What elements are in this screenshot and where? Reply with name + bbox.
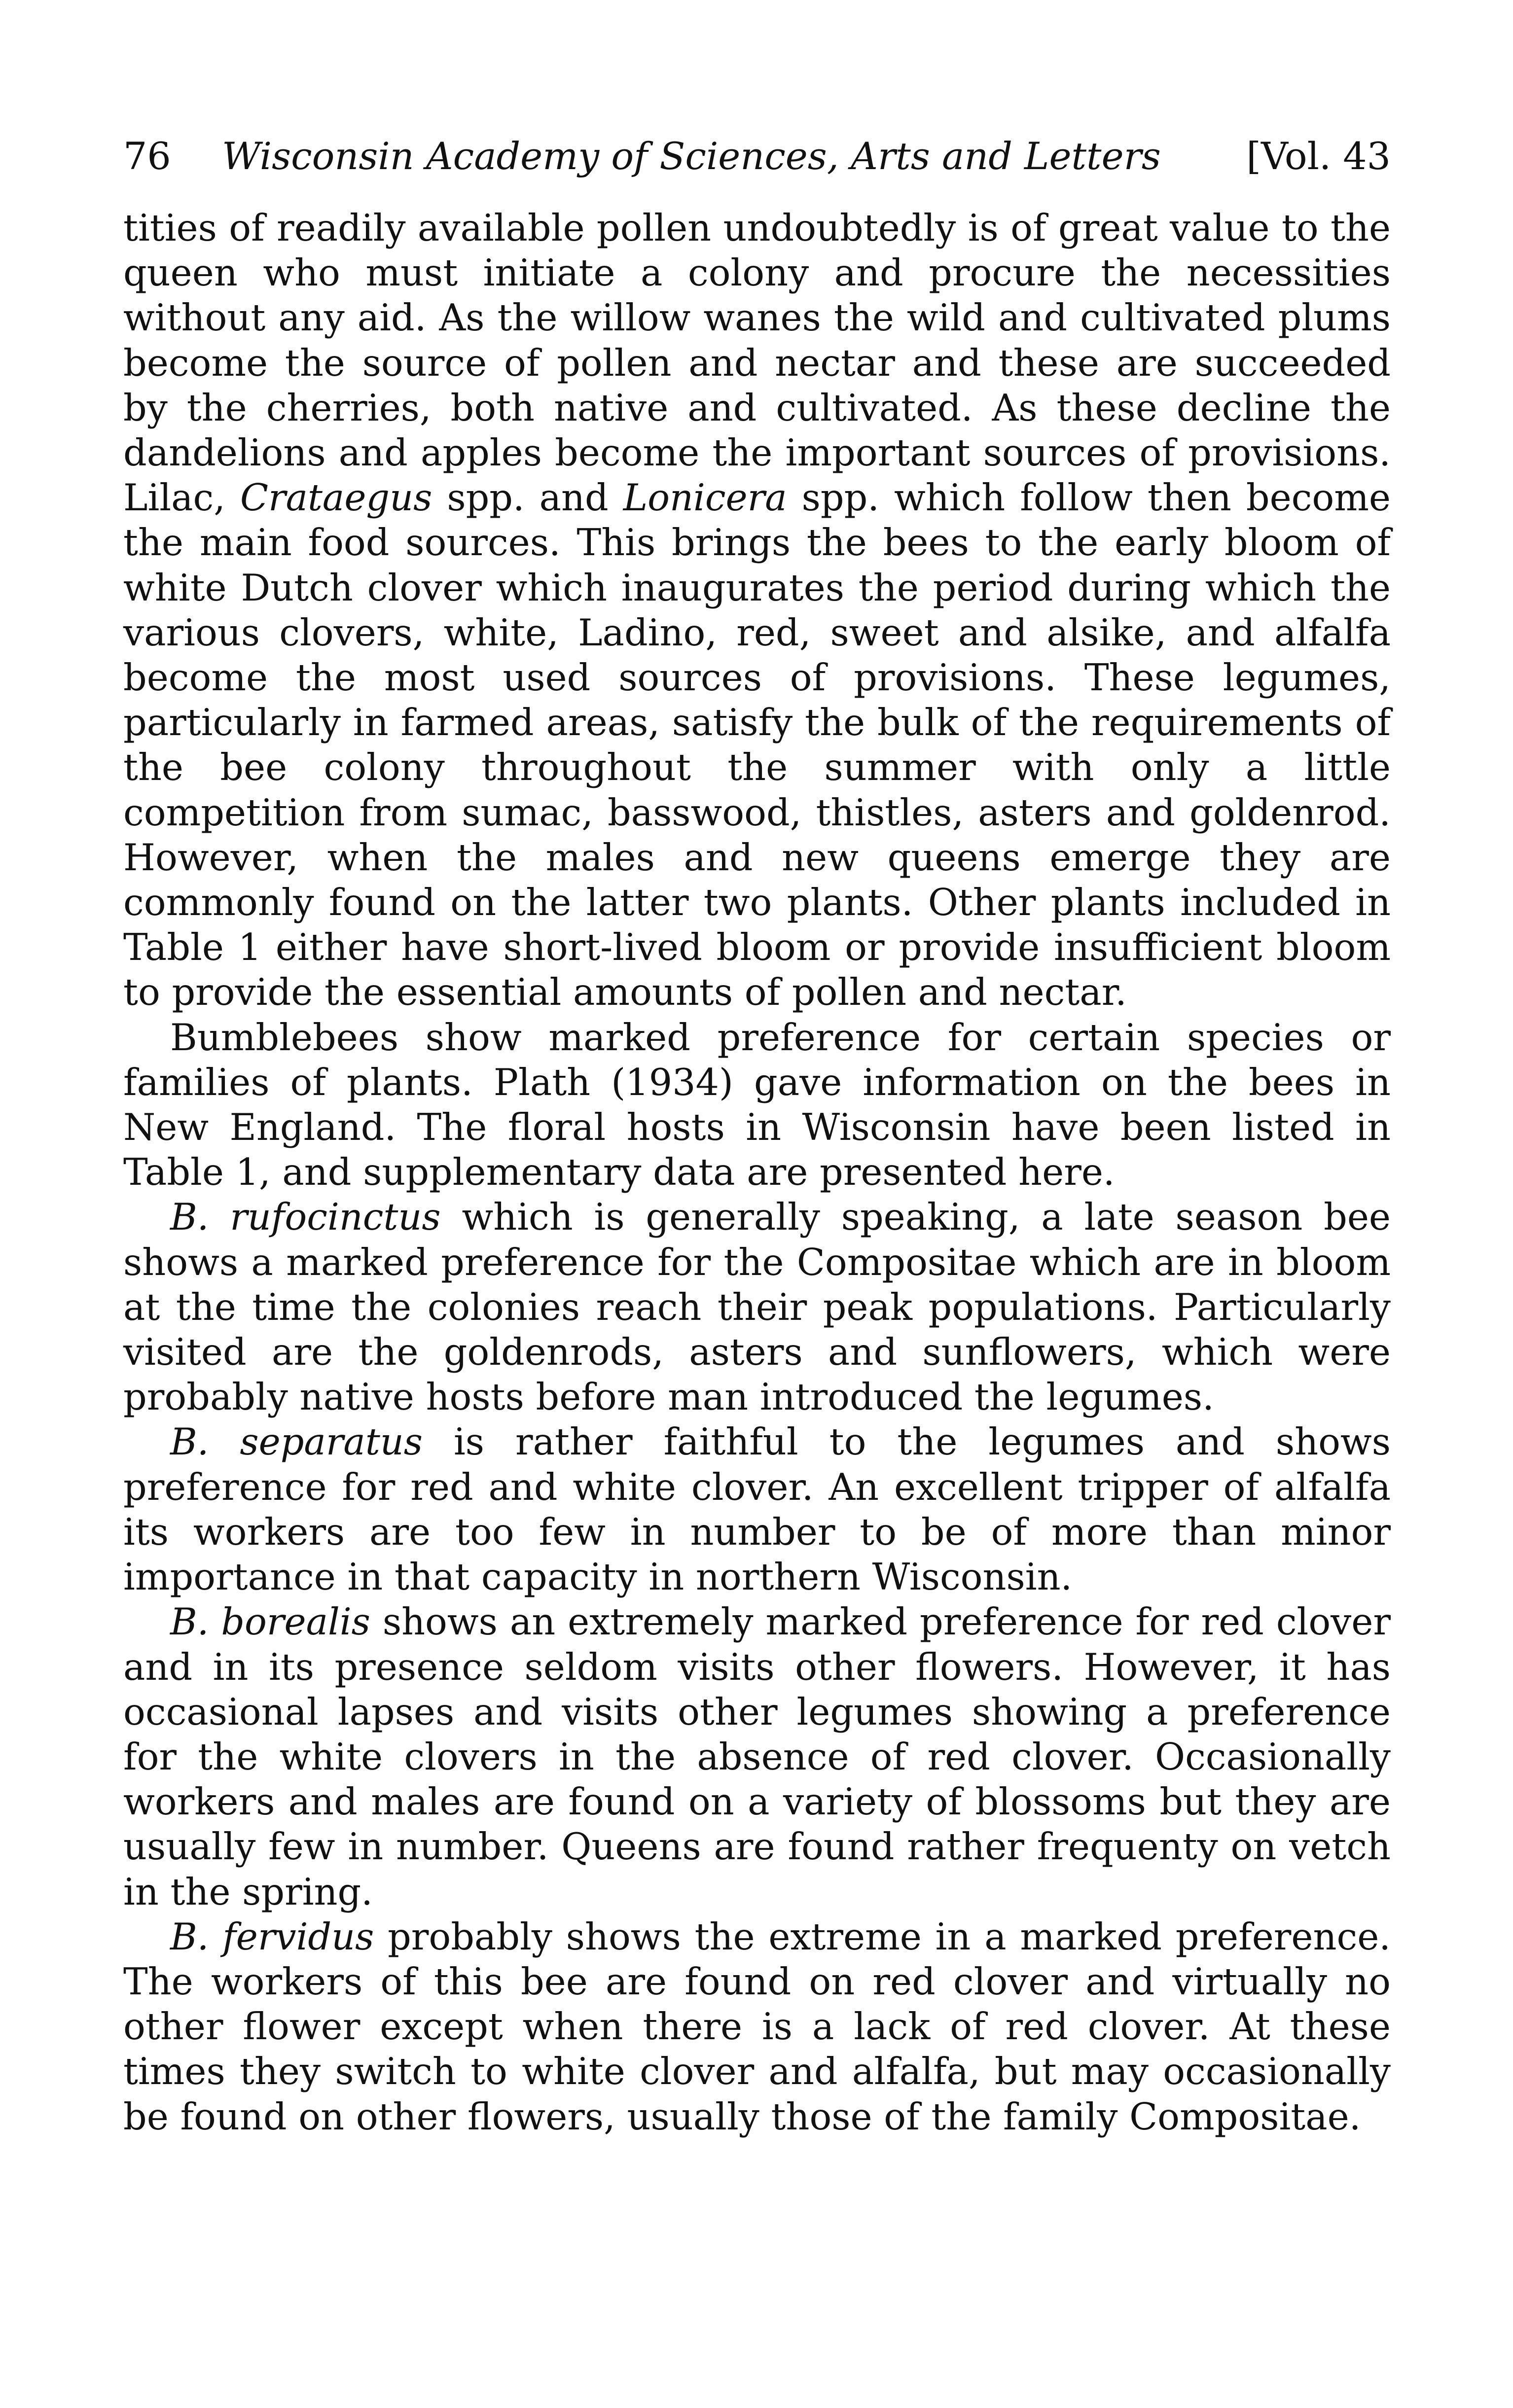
paragraph-text: Bumblebees show marked preference for certain species or families of plants. Plath (1934) gave information on the bees in New England. The floral hosts in Wisconsin have been listed in Table 1, and supplementary data are presented here. bbox=[123, 1016, 1391, 1194]
genus-name: Lonicera bbox=[623, 476, 787, 520]
paragraph-text: is rather faithful to the legumes and shows preference for red and white clover. An excellent tripper of alfalfa its workers are too few in number to be of more than minor importance in that capacity in northern Wisconsin. bbox=[123, 1420, 1391, 1599]
paragraph-text: tities of readily available pollen undoubtedly is of great value to the queen who must initiate a colony and procure the necessities without any aid. As the willow wanes the wild and cultivated plums become the source of pollen and nectar and these are succeeded by the cherries, both native and cultivated. As these decline the dandelions and apples become the important sources of provisions. Lilac, bbox=[123, 207, 1391, 520]
paragraph-fervidus bbox=[123, 1914, 1391, 2139]
running-title: Wisconsin Academy of Sciences, Arts and Letters bbox=[222, 134, 1161, 178]
paragraph-borealis bbox=[123, 1599, 1391, 1914]
paragraph-text: probably shows the extreme in a marked preference. The workers of this bee are found on red clover and virtually no other flower except when there is a lack of red clover. At these times they switch to white clover and alfalfa, but may occasionally be found on other flowers, usually those of the family Compositae. bbox=[123, 1915, 1391, 2138]
paragraph-text: spp. and bbox=[432, 476, 623, 520]
document-page bbox=[123, 129, 1391, 2139]
paragraph-preferences bbox=[123, 1015, 1391, 1195]
paragraph-text: which is generally speaking, a late season bee shows a marked preference for the Compositae which are in bloom at the time the colonies reach their peak populations. Particularly visited are the goldenrods, asters and sunflowers, which were probably native hosts before man introduced the legumes. bbox=[123, 1196, 1391, 1419]
paragraph-text: spp. which follow then become the main food sources. This brings the bees to the early bloom of white Dutch clover which inaugurates the period during which the various clovers, white, Ladino, red, sweet and alsike, and alfalfa become the most used sources of provisions. These legumes, particularly in farmed areas, satisfy the bulk of the requirements of the bee colony throughout the summer with only a little competition from sumac, basswood, thistles, asters and goldenrod. However, when the males and new queens emerge they are commonly found on the latter two plants. Other plants included in Table 1 either have short-lived bloom or provide insufficient bloom to provide the essential amounts of pollen and nectar. bbox=[123, 476, 1391, 1014]
paragraph-continuation bbox=[123, 206, 1391, 1015]
volume-label: [Vol. 43 bbox=[1246, 134, 1391, 178]
species-name: B. separatus bbox=[170, 1420, 423, 1464]
page-number: 76 bbox=[123, 134, 171, 178]
species-name: B. rufocinctus bbox=[170, 1196, 441, 1239]
species-name: B. borealis bbox=[170, 1600, 370, 1644]
page-header bbox=[123, 129, 1391, 183]
paragraph-text: shows an extremely marked preference for red clover and in its presence seldom visits other flowers. However, it has occasional lapses and visits other legumes showing a preference for the white clovers in the absence of red clover. Occasionally workers and males are found on a variety of blossoms but they are usually few in number. Queens are found rather frequenty on vetch in the spring. bbox=[123, 1600, 1391, 1913]
genus-name: Crataegus bbox=[240, 476, 432, 520]
species-name: B. fervidus bbox=[170, 1915, 374, 1958]
paragraph-rufocinctus bbox=[123, 1195, 1391, 1419]
body-text bbox=[123, 206, 1391, 2139]
paragraph-separatus bbox=[123, 1419, 1391, 1599]
